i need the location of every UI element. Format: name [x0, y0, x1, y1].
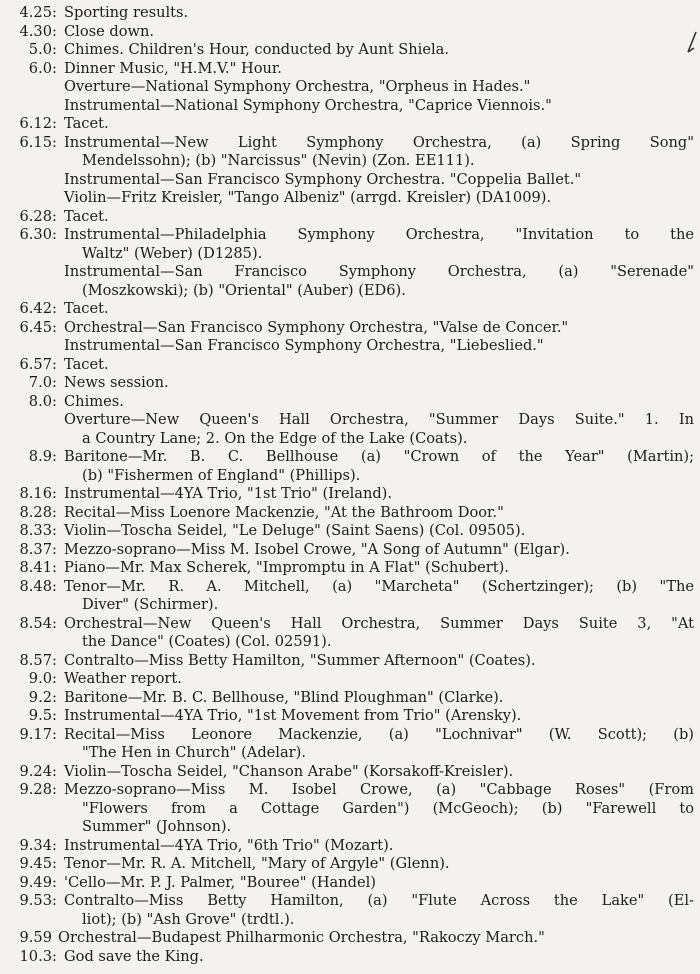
entry-line: Orchestral—Budapest Philharmonic Orchestra, "Rakoczy March." [58, 929, 545, 946]
entry-time-cell [4, 4, 64, 23]
entry-continuation-line: (Moszkowski); (b) "Oriental" (Auber) (ED6). [82, 281, 406, 299]
entry-time: 8.41 [19, 559, 52, 576]
entry-line: Instrumental—San Francisco Symphony Orchestra, "Liebeslied." [64, 337, 544, 354]
entry-line: Dinner Music, "H.M.V." Hour. [64, 59, 282, 77]
entry-time: 8.54 [19, 614, 52, 632]
entry-time: 8.28 [19, 503, 52, 521]
entry-body [64, 485, 694, 504]
entry-body [64, 226, 694, 300]
programme-entry [4, 4, 694, 23]
entry-body [64, 374, 694, 393]
entry-line: Recital—Miss Loenore Mackenzie, "At the Bathroom Door." [64, 503, 504, 521]
programme-entry [4, 504, 694, 523]
entry-time: 8.33 [19, 522, 52, 539]
entry-time-cell [4, 837, 64, 856]
entry-body [64, 707, 694, 726]
entry-time-cell [4, 726, 64, 763]
entry-body [64, 559, 694, 578]
entry-time-cell [4, 541, 64, 560]
time-separator: : [52, 392, 57, 410]
entry-continuation-line: liot); (b) "Ash Grove" (trdtl.). [82, 910, 295, 928]
entry-line: Recital—Miss Leonore Mackenzie, (a) "Lochnivar" (W. Scott); (b) [64, 725, 694, 743]
entry-body [64, 504, 694, 523]
entry-body [64, 726, 694, 763]
entry-continuation-line: the Dance" (Coates) (Col. 02591). [82, 633, 332, 650]
entry-time: 6.28 [19, 207, 52, 225]
programme-entry [4, 726, 694, 763]
entry-time: 4.30 [19, 22, 52, 40]
entry-time: 9.45 [19, 855, 52, 872]
entry-line: Instrumental—National Symphony Orchestra, "Caprice Viennois." [64, 96, 552, 114]
entry-line: Instrumental—San Francisco Symphony Orchestra, (a) "Serenade" [64, 263, 694, 280]
entry-continuation-line: Mendelssohn); (b) "Narcissus" (Nevin) (Zon. EE111). [82, 152, 475, 169]
entry-time-cell [4, 485, 64, 504]
time-separator: : [52, 59, 57, 77]
entry-time: 6.42 [19, 300, 52, 317]
entry-continuation-line: (b) "Fishermen of England" (Phillips). [82, 466, 361, 484]
entry-line: Baritone—Mr. B. C. Bellhouse, "Blind Ploughman" (Clarke). [64, 688, 504, 706]
entry-time-cell [4, 448, 64, 485]
entry-time-cell [4, 374, 64, 393]
entry-continuation-line: "The Hen in Church" (Adelar). [82, 744, 306, 761]
entry-body [64, 652, 694, 671]
time-separator: : [52, 115, 57, 132]
entry-line: Instrumental—Philadelphia Symphony Orchestra, "Invitation to the [64, 226, 694, 243]
entry-body [58, 929, 694, 948]
entry-time-cell [4, 763, 64, 782]
programme-entry [4, 929, 694, 948]
entry-body [64, 541, 694, 560]
entry-line: Sporting results. [64, 4, 189, 21]
entry-time-cell [4, 41, 64, 60]
entry-body [64, 763, 694, 782]
entry-time: 9.28 [19, 781, 52, 798]
entry-body [64, 837, 694, 856]
entry-time-cell [4, 60, 64, 116]
time-separator: : [52, 651, 57, 669]
entry-line: Violin—Toscha Seidel, "Le Deluge" (Saint Saens) (Col. 09505). [64, 522, 526, 539]
time-separator: : [52, 207, 57, 225]
programme-entry [4, 707, 694, 726]
entry-line: Weather report. [64, 670, 182, 687]
entry-time-cell [4, 781, 64, 837]
entry-line: Mezzo-soprano—Miss M. Isobel Crowe, (a) "Cabbage Roses" (From [64, 781, 694, 798]
programme-entry [4, 319, 694, 356]
entry-line: Instrumental—New Light Symphony Orchestra, (a) Spring Song" [64, 133, 694, 151]
entry-time-cell [4, 892, 64, 929]
entry-time: 4.25 [19, 4, 52, 21]
entry-line: Instrumental—San Francisco Symphony Orchestra. "Coppelia Ballet." [64, 170, 582, 188]
entry-time-cell [4, 874, 64, 893]
entry-line: Baritone—Mr. B. C. Bellhouse (a) "Crown of the Year" (Martin); [64, 448, 694, 465]
entry-time-cell [4, 855, 64, 874]
entry-body [64, 689, 694, 708]
entry-time-cell [4, 578, 64, 615]
entry-time-cell [4, 559, 64, 578]
entry-time: 9.59 [19, 929, 52, 946]
entry-time-cell [4, 707, 64, 726]
entry-line: Chimes. Children's Hour, conducted by Aunt Shiela. [64, 41, 449, 58]
entry-time: 9.49 [19, 873, 52, 891]
time-separator: : [52, 688, 57, 706]
entry-time: 6.57 [19, 355, 52, 373]
entry-time-cell [4, 652, 64, 671]
entry-time-cell [4, 504, 64, 523]
time-separator: : [52, 522, 57, 539]
programme-entry [4, 781, 694, 837]
entry-line: Instrumental—4YA Trio, "1st Movement from Trio" (Arensky). [64, 707, 522, 724]
entry-time-cell [4, 115, 64, 134]
entry-time: 8.57 [19, 651, 52, 669]
entry-time: 8.16 [19, 485, 52, 502]
time-separator: : [52, 485, 57, 502]
programme-entry [4, 763, 694, 782]
entry-time-cell [4, 929, 58, 948]
programme-entry [4, 374, 694, 393]
entry-line: Tacet. [64, 115, 109, 132]
entry-line: Overture—New Queen's Hall Orchestra, "Summer Days Suite." 1. In [64, 411, 694, 428]
entry-body [64, 208, 694, 227]
programme-entry [4, 670, 694, 689]
entry-time: 8.48 [19, 577, 52, 595]
time-separator: : [52, 762, 57, 780]
entry-body [64, 948, 694, 967]
entry-time-cell [4, 670, 64, 689]
time-separator: : [52, 374, 57, 391]
time-separator: : [52, 614, 57, 632]
time-separator: : [52, 947, 57, 965]
programme-entry [4, 689, 694, 708]
programme-entry [4, 226, 694, 300]
entry-line: Overture—National Symphony Orchestra, "Orpheus in Hades." [64, 78, 531, 95]
time-separator: : [52, 781, 57, 798]
time-separator: : [52, 503, 57, 521]
entry-time: 9.0 [28, 670, 52, 687]
time-separator: : [52, 318, 57, 336]
time-separator: : [52, 133, 57, 151]
time-separator: : [52, 577, 57, 595]
entry-body [64, 448, 694, 485]
entry-line: Tacet. [64, 300, 109, 317]
entry-time-cell [4, 319, 64, 356]
entry-time: 8.9 [28, 448, 52, 465]
entry-line: Tacet. [64, 355, 109, 373]
programme-entry [4, 23, 694, 42]
entry-body [64, 855, 694, 874]
margin-pencil-mark [684, 30, 698, 70]
entry-line: Chimes. [64, 392, 124, 410]
time-separator: : [52, 836, 57, 854]
programme-entry [4, 948, 694, 967]
time-separator: : [52, 559, 57, 576]
entry-line: Contralto—Miss Betty Hamilton, "Summer Afternoon" (Coates). [64, 651, 536, 669]
entry-body [64, 393, 694, 449]
time-separator: : [52, 355, 57, 373]
entry-time: 5.0 [28, 41, 52, 58]
programme-entry [4, 393, 694, 449]
programme-entry [4, 578, 694, 615]
entry-body [64, 670, 694, 689]
entry-body [64, 578, 694, 615]
entry-line: Contralto—Miss Betty Hamilton, (a) "Flute Across the Lake" (El- [64, 892, 694, 909]
entry-line: Violin—Toscha Seidel, "Chanson Arabe" (Korsakoff-Kreisler). [64, 762, 514, 780]
entry-time: 7.0 [28, 374, 52, 391]
entry-body [64, 60, 694, 116]
entry-time: 9.2 [28, 688, 52, 706]
entry-time-cell [4, 393, 64, 449]
entry-time-cell [4, 23, 64, 42]
entry-line: Tenor—Mr. R. A. Mitchell, (a) "Marcheta" (Schertzinger); (b) "The [64, 577, 694, 595]
entry-time-cell [4, 356, 64, 375]
programme-entry [4, 41, 694, 60]
entry-time: 9.53 [19, 892, 52, 909]
entry-continuation-line: Summer" (Johnson). [82, 818, 232, 835]
programme-entry [4, 541, 694, 560]
entry-body [64, 134, 694, 208]
entry-time: 6.0 [28, 59, 52, 77]
entry-body [64, 781, 694, 837]
time-separator: : [52, 873, 57, 891]
entry-time: 6.15 [19, 133, 52, 151]
programme-entry [4, 485, 694, 504]
entry-line: News session. [64, 374, 169, 391]
entry-time: 8.37 [19, 540, 52, 558]
time-separator: : [52, 725, 57, 743]
time-separator: : [52, 707, 57, 724]
entry-continuation-line: Waltz" (Weber) (D1285). [82, 244, 263, 262]
entry-line: Tenor—Mr. R. A. Mitchell, "Mary of Argyle" (Glenn). [64, 855, 450, 872]
entry-body [64, 23, 694, 42]
entry-time-cell [4, 134, 64, 208]
programme-entry [4, 837, 694, 856]
entry-time: 8.0 [28, 392, 52, 410]
programme-entry [4, 874, 694, 893]
entry-continuation-line: Diver" (Schirmer). [82, 596, 219, 613]
programme-entry [4, 652, 694, 671]
programme-entry [4, 60, 694, 116]
entry-time-cell [4, 522, 64, 541]
programme-entry [4, 356, 694, 375]
entry-continuation-line: a Country Lane; 2. On the Edge of the Lake (Coats). [82, 429, 468, 447]
entry-line: 'Cello—Mr. P. J. Palmer, "Bouree" (Handel) [64, 873, 376, 891]
entry-body [64, 356, 694, 375]
time-separator: : [52, 41, 57, 58]
entry-line: Instrumental—4YA Trio, "6th Trio" (Mozart). [64, 836, 394, 854]
entry-line: Piano—Mr. Max Scherek, "Impromptu in A Flat" (Schubert). [64, 559, 509, 576]
entry-body [64, 300, 694, 319]
time-separator: : [52, 855, 57, 872]
entry-time: 9.17 [19, 725, 52, 743]
programme-entry [4, 448, 694, 485]
programme-entry [4, 300, 694, 319]
entry-time-cell [4, 948, 64, 967]
entry-time: 6.12 [19, 115, 52, 132]
entry-time-cell [4, 300, 64, 319]
entry-line: Orchestral—San Francisco Symphony Orchestra, "Valse de Concer." [64, 318, 569, 336]
programme-entry [4, 134, 694, 208]
entry-body [64, 892, 694, 929]
programme-entry [4, 208, 694, 227]
entry-continuation-line: "Flowers from a Cottage Garden") (McGeoch); (b) "Farewell to [82, 799, 694, 817]
entry-time-cell [4, 689, 64, 708]
entry-time: 9.34 [19, 836, 52, 854]
entry-time-cell [4, 615, 64, 652]
entry-body [64, 615, 694, 652]
time-separator: : [52, 448, 57, 465]
entry-line: Tacet. [64, 207, 109, 225]
programme-entry [4, 522, 694, 541]
entry-line: Close down. [64, 22, 155, 40]
radio-programme-listing [4, 4, 694, 966]
time-separator: : [52, 226, 57, 243]
entry-time: 6.45 [19, 318, 52, 336]
programme-entry [4, 892, 694, 929]
entry-body [64, 4, 694, 23]
entry-line: Violin—Fritz Kreisler, "Tango Albeniz" (arrgd. Kreisler) (DA1009). [64, 189, 552, 206]
entry-time: 10.3 [19, 947, 52, 965]
time-separator: : [52, 300, 57, 317]
entry-body [64, 522, 694, 541]
entry-time: 9.24 [19, 762, 52, 780]
entry-time: 9.5 [28, 707, 52, 724]
entry-time-cell [4, 208, 64, 227]
entry-body [64, 319, 694, 356]
entry-line: Orchestral—New Queen's Hall Orchestra, Summer Days Suite 3, "At [64, 614, 694, 632]
time-separator: : [52, 4, 57, 21]
entry-body [64, 41, 694, 60]
entry-time: 6.30 [19, 226, 52, 243]
programme-entry [4, 115, 694, 134]
programme-entry [4, 855, 694, 874]
entry-line: God save the King. [64, 947, 204, 965]
programme-entry [4, 559, 694, 578]
entry-line: Instrumental—4YA Trio, "1st Trio" (Ireland). [64, 485, 393, 502]
time-separator: : [52, 22, 57, 40]
time-separator: : [52, 892, 57, 909]
entry-body [64, 115, 694, 134]
entry-time-cell [4, 226, 64, 300]
time-separator: : [52, 670, 57, 687]
entry-line: Mezzo-soprano—Miss M. Isobel Crowe, "A Song of Autumn" (Elgar). [64, 540, 570, 558]
programme-entry [4, 615, 694, 652]
entry-body [64, 874, 694, 893]
time-separator: : [52, 540, 57, 558]
